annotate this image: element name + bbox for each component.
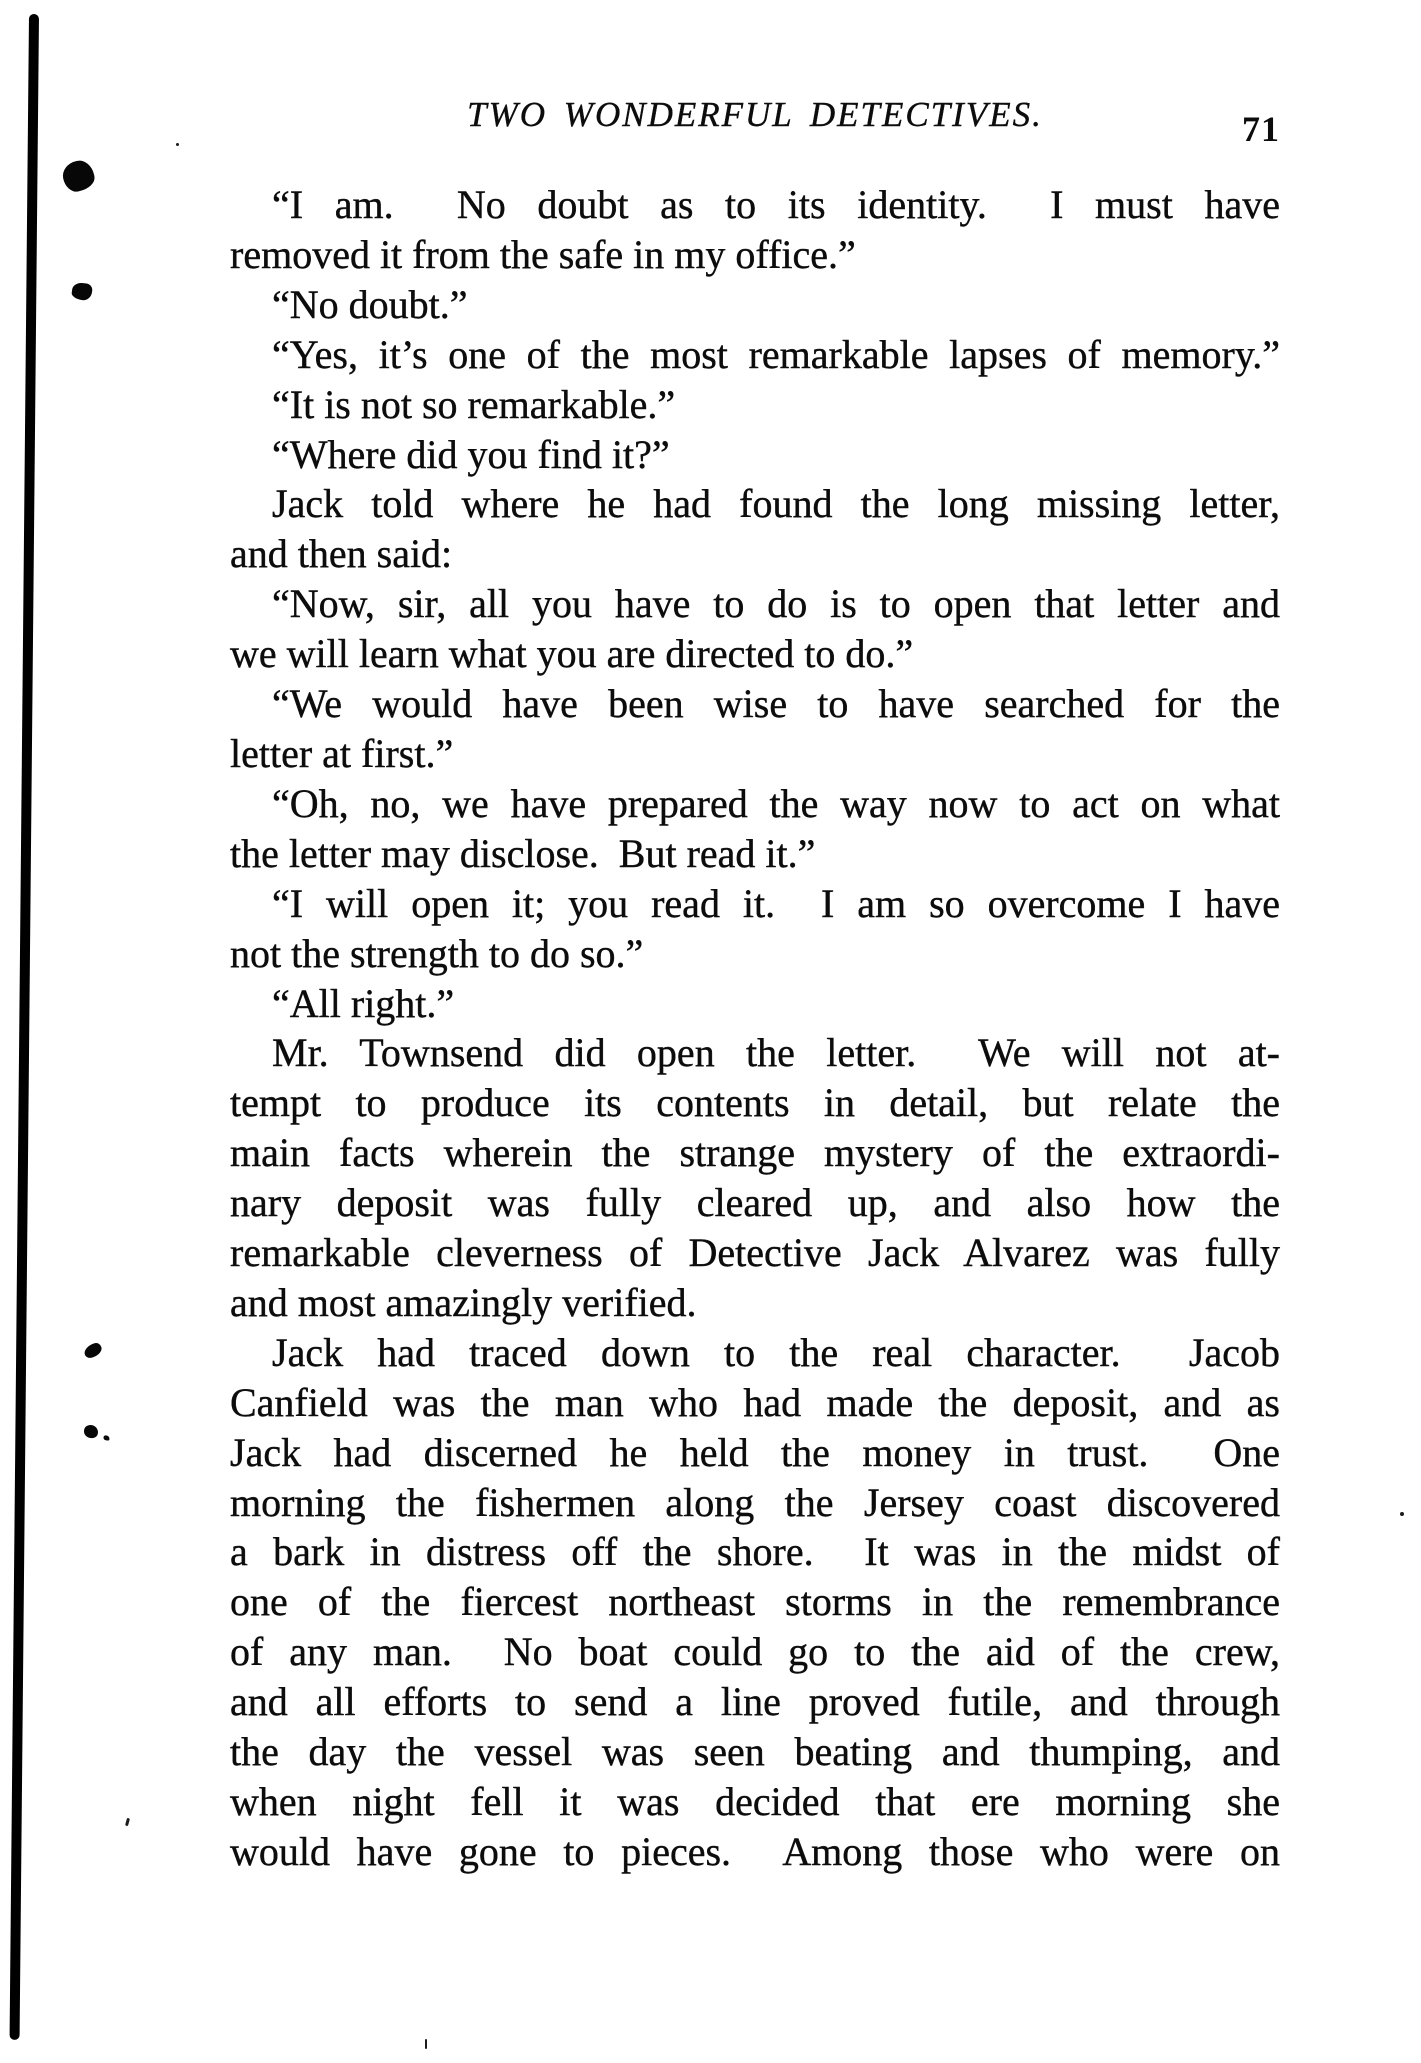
text-line: Jack had discerned he held the money in trust. One — [230, 1429, 1280, 1475]
text-line: when night fell it was decided that ere morning she — [230, 1779, 1280, 1824]
text-line: and all efforts to send a line proved futile, and through — [230, 1679, 1280, 1725]
text-line: and most amazingly verified. — [230, 1279, 697, 1325]
ink-blot — [83, 1424, 98, 1438]
page-number: 71 — [1242, 109, 1280, 149]
text-line: letter at first.” — [230, 730, 454, 776]
text-line: removed it from the safe in my office.” — [230, 231, 856, 277]
text-line: “I am. No doubt as to its identity. I must have — [272, 182, 1280, 227]
text-line: Jack had traced down to the real character. Jacob — [272, 1329, 1280, 1375]
text-line: the day the vessel was seen beating and thumping, and — [230, 1729, 1280, 1775]
text-line: “We would have been wise to have searched for the — [272, 681, 1280, 727]
text-line: one of the fiercest northeast storms in the remembrance — [230, 1579, 1280, 1625]
text-line: “I will open it; you read it. I am so overcome I have — [272, 880, 1280, 926]
text-line: “Yes, it’s one of the most remarkable lapses of memory.” — [272, 331, 1280, 377]
text-line: “Where did you find it?” — [272, 431, 670, 477]
text-line: Jack told where he had found the long missing letter, — [272, 481, 1280, 527]
scan-speck — [425, 2039, 427, 2049]
text-line: “It is not so remarkable.” — [272, 381, 676, 427]
text-line: we will learn what you are directed to do.” — [230, 631, 914, 677]
text-line: “Oh, no, we have prepared the way now to act on what — [272, 780, 1280, 826]
text-line: not the strength to do so.” — [230, 930, 644, 976]
body-text-block — [230, 180, 1280, 1877]
text-line: would have gone to pieces. Among those who were on — [230, 1828, 1280, 1874]
ink-blot — [71, 282, 93, 302]
text-line: “Now, sir, all you have to do is to open that letter and — [272, 581, 1280, 627]
text-line: nary deposit was fully cleared up, and also how the — [230, 1180, 1280, 1226]
text-line: “All right.” — [272, 980, 455, 1026]
text-line: main facts wherein the strange mystery of the extraordi- — [230, 1130, 1280, 1176]
text-line: Mr. Townsend did open the letter. We will not at- — [272, 1030, 1280, 1076]
text-line: tempt to produce its contents in detail, but relate the — [230, 1080, 1280, 1126]
running-head-title: TWO WONDERFUL DETECTIVES. — [467, 95, 1043, 134]
ink-blot — [82, 1342, 103, 1360]
scan-speck — [1400, 1512, 1404, 1516]
ink-blot — [60, 158, 97, 194]
text-line: the letter may disclose. But read it.” — [230, 830, 816, 876]
text-line: Canfield was the man who had made the deposit, and as — [230, 1379, 1280, 1425]
text-line: and then said: — [230, 531, 453, 577]
text-line: morning the fishermen along the Jersey coast discovered — [230, 1479, 1280, 1525]
text-line: a bark in distress off the shore. It was in the midst of — [230, 1529, 1280, 1575]
text-line: remarkable cleverness of Detective Jack Alvarez was fully — [230, 1230, 1280, 1276]
scan-speck — [125, 1818, 130, 1827]
scan-speck — [176, 143, 179, 146]
binding-edge-streak — [10, 14, 39, 2040]
text-line: of any man. No boat could go to the aid of the crew, — [230, 1629, 1280, 1675]
text-line: “No doubt.” — [272, 281, 468, 327]
